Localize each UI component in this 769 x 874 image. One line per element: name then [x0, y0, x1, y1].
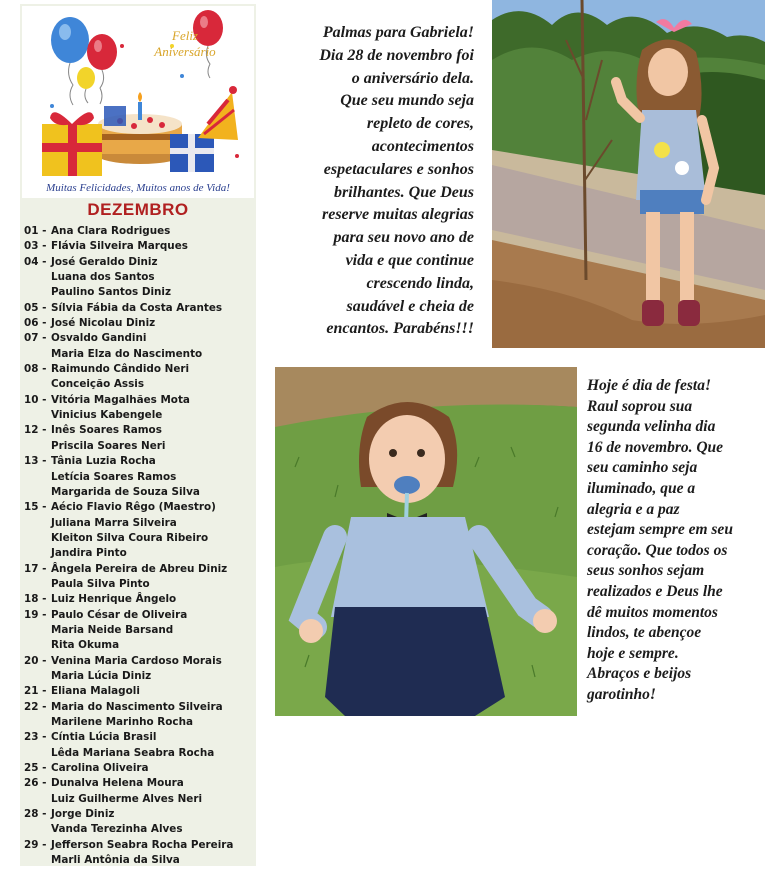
birthday-day	[24, 822, 51, 837]
gabriela-message-line: saudável e cheia de	[346, 297, 474, 315]
raul-message-line: realizados e Deus lhe	[587, 582, 723, 600]
birthday-name: Marli Antônia da Silva	[51, 854, 180, 867]
birthday-day	[24, 485, 51, 500]
birthday-row	[24, 331, 254, 346]
birthday-name: Paula Silva Pinto	[51, 577, 150, 590]
birthday-name: Cíntia Lúcia Brasil	[51, 731, 157, 744]
birthday-name: Venina Maria Cardoso Morais	[51, 654, 222, 667]
raul-message-line: hoje e sempre.	[587, 644, 679, 662]
birthday-row	[24, 546, 254, 561]
birthday-name: José Nicolau Diniz	[51, 317, 156, 330]
birthday-row	[24, 807, 254, 822]
birthday-row	[24, 377, 254, 392]
birthday-day: 19 -	[24, 608, 47, 621]
birthday-name: Margarida de Souza Silva	[51, 485, 200, 498]
birthday-day: 10 -	[24, 393, 47, 406]
gabriela-message-line: espetaculares e sonhos	[323, 160, 474, 178]
birthday-day: 28 -	[24, 808, 47, 821]
birthday-day: 25 -	[24, 762, 47, 775]
gabriela-message-line: Palmas para Gabriela!	[322, 24, 474, 41]
birthday-name: Vitória Magalhães Mota	[51, 393, 190, 406]
birthday-sidebar	[20, 4, 256, 866]
birthday-name: Carolina Oliveira	[51, 762, 149, 775]
birthday-row	[24, 393, 254, 408]
birthday-row	[24, 470, 254, 485]
gabriela-message-line: para seu novo ano de	[333, 229, 474, 247]
birthday-name: Eliana Malagoli	[51, 685, 140, 698]
birthday-list	[24, 224, 254, 868]
party-hat-icon	[198, 86, 238, 140]
birthday-day	[24, 792, 51, 807]
birthday-row	[24, 776, 254, 791]
gabriela-message-line: brilhantes. Que Deus	[333, 183, 474, 201]
raul-message-line: alegria e a paz	[587, 500, 680, 518]
message-raul	[587, 376, 765, 706]
birthday-row	[24, 822, 254, 837]
birthday-day	[24, 715, 51, 730]
birthday-name: Paulo César de Oliveira	[51, 608, 188, 621]
photo-gabriela	[492, 0, 765, 348]
birthday-name: Maria Neide Barsand	[51, 623, 174, 636]
birthday-day: 29 -	[24, 838, 47, 851]
birthday-name: Letícia Soares Ramos	[51, 470, 177, 483]
birthday-day: 22 -	[24, 700, 47, 713]
birthday-day: 13 -	[24, 455, 47, 468]
raul-message-line: garotinho!	[587, 685, 656, 703]
birthday-row	[24, 316, 254, 331]
birthday-name: Lêda Mariana Seabra Rocha	[51, 746, 215, 759]
birthday-row	[24, 684, 254, 699]
birthday-row	[24, 423, 254, 438]
birthday-name: Conceição Assis	[51, 378, 145, 391]
birthday-row	[24, 439, 254, 454]
birthday-day: 03 -	[24, 240, 47, 253]
raul-message-line: Abraços e beijos	[587, 665, 692, 683]
birthday-row	[24, 485, 254, 500]
birthday-row	[24, 239, 254, 254]
birthday-row	[24, 608, 254, 623]
birthday-banner	[22, 6, 254, 198]
birthday-day	[24, 270, 51, 285]
photo-raul	[275, 367, 577, 716]
birthday-row	[24, 270, 254, 285]
banner-title-line1: Feliz	[172, 28, 198, 43]
birthday-row	[24, 669, 254, 684]
birthday-row	[24, 255, 254, 270]
raul-message-line: iluminado, que a	[587, 479, 696, 497]
birthday-row	[24, 838, 254, 853]
birthday-row	[24, 654, 254, 669]
birthday-row	[24, 577, 254, 592]
birthday-name: Aécio Flavio Rêgo (Maestro)	[51, 501, 216, 514]
raul-message-line: segunda velinha dia	[587, 418, 716, 436]
birthday-row	[24, 362, 254, 377]
raul-message-line: lindos, te abençoe	[587, 624, 702, 642]
gabriela-message-line: Que seu mundo seja	[340, 92, 474, 110]
birthday-day: 06 -	[24, 317, 47, 330]
raul-message-line: coração. Que todos os	[587, 541, 728, 559]
birthday-day: 07 -	[24, 332, 47, 345]
birthday-day	[24, 531, 51, 546]
birthday-day	[24, 347, 51, 362]
birthday-day	[24, 746, 51, 761]
birthday-name: Dunalva Helena Moura	[51, 777, 184, 790]
birthday-day: 26 -	[24, 777, 47, 790]
birthday-day	[24, 546, 51, 561]
birthday-day	[24, 623, 51, 638]
gabriela-message-line: Dia 28 de novembro foi	[319, 46, 474, 64]
birthday-row	[24, 454, 254, 469]
birthday-row	[24, 408, 254, 423]
birthday-name: Sílvia Fábia da Costa Arantes	[51, 301, 223, 314]
birthday-name: Vinicius Kabengele	[51, 409, 163, 422]
birthday-row	[24, 715, 254, 730]
birthday-row	[24, 347, 254, 362]
birthday-row	[24, 500, 254, 515]
baby-photo-illustration	[275, 367, 577, 716]
birthday-name: Marilene Marinho Rocha	[51, 716, 194, 728]
birthday-name: Maria Lúcia Diniz	[51, 669, 152, 682]
birthday-day	[24, 669, 51, 684]
gabriela-message-line: encantos. Parabéns!!!	[326, 320, 474, 338]
gabriela-message-line: reserve muitas alegrias	[322, 206, 474, 224]
birthday-name: Maria Elza do Nascimento	[51, 347, 203, 360]
raul-message-line: Hoje é dia de festa!	[587, 377, 711, 394]
raul-message-line: seu caminho seja	[587, 459, 698, 477]
raul-message-line: estejam sempre em seu	[587, 521, 733, 539]
gabriela-message-line: crescendo linda,	[366, 274, 474, 292]
raul-message-line: seus sonhos sejam	[587, 562, 705, 580]
birthday-row	[24, 531, 254, 546]
raul-message-line: Raul soprou sua	[587, 397, 693, 415]
birthday-day: 05 -	[24, 301, 47, 314]
birthday-day	[24, 516, 51, 531]
birthday-name: José Geraldo Diniz	[51, 255, 158, 268]
gabriela-message-line: vida e que continue	[345, 251, 474, 269]
birthday-row	[24, 761, 254, 776]
birthday-name: Rita Okuma	[51, 639, 120, 652]
birthday-name: Priscila Soares Neri	[51, 439, 166, 452]
birthday-day: 01 -	[24, 225, 47, 237]
birthday-row	[24, 700, 254, 715]
birthday-day: 08 -	[24, 363, 47, 376]
banner-motto: Muitas Felicidades, Muitos anos de Vida!	[46, 182, 230, 194]
birthday-name: Vanda Terezinha Alves	[51, 823, 183, 836]
birthday-day	[24, 853, 51, 868]
birthday-row	[24, 285, 254, 300]
birthday-row	[24, 592, 254, 607]
birthday-name: Luiz Guilherme Alves Neri	[51, 792, 203, 805]
birthday-row	[24, 516, 254, 531]
birthday-row	[24, 730, 254, 745]
birthday-name: Luiz Henrique Ângelo	[51, 593, 177, 606]
birthday-day: 12 -	[24, 424, 47, 437]
birthday-row	[24, 792, 254, 807]
birthday-row	[24, 623, 254, 638]
birthday-day: 18 -	[24, 593, 47, 606]
birthday-day	[24, 470, 51, 485]
birthday-name: Inês Soares Ramos	[51, 424, 162, 437]
birthday-row	[24, 224, 254, 239]
birthday-day: 20 -	[24, 654, 47, 667]
raul-message-line: dê muitos momentos	[587, 603, 718, 621]
birthday-name: Ana Clara Rodrigues	[51, 225, 171, 237]
birthday-day	[24, 377, 51, 392]
month-heading: DEZEMBRO	[87, 200, 189, 219]
raul-message-line: 16 de novembro. Que	[587, 438, 724, 456]
birthday-day	[24, 285, 51, 300]
birthday-name: Osvaldo Gandini	[51, 332, 147, 345]
birthday-row	[24, 746, 254, 761]
gabriela-message-line: acontecimentos	[371, 137, 474, 155]
birthday-row	[24, 301, 254, 316]
birthday-row	[24, 562, 254, 577]
birthday-name: Ângela Pereira de Abreu Diniz	[51, 562, 228, 575]
birthday-name: Jefferson Seabra Rocha Pereira	[51, 838, 234, 851]
message-gabriela	[282, 22, 474, 341]
birthday-day	[24, 439, 51, 454]
birthday-day: 04 -	[24, 255, 47, 268]
birthday-row	[24, 638, 254, 653]
birthday-name: Tânia Luzia Rocha	[51, 455, 156, 468]
birthday-name: Juliana Marra Silveira	[51, 516, 177, 529]
birthday-name: Paulino Santos Diniz	[51, 286, 172, 299]
birthday-name: Raimundo Cândido Neri	[51, 363, 190, 376]
birthday-row	[24, 853, 254, 868]
birthday-name: Flávia Silveira Marques	[51, 240, 188, 253]
birthday-name: Maria do Nascimento Silveira	[51, 700, 223, 713]
birthday-day: 21 -	[24, 685, 47, 698]
birthday-day	[24, 408, 51, 423]
birthday-day	[24, 577, 51, 592]
banner-title-line2: Aniversário	[154, 44, 216, 59]
girl-photo-illustration	[492, 0, 765, 348]
birthday-name: Kleiton Silva Coura Ribeiro	[51, 531, 209, 544]
birthday-name: Jandira Pinto	[51, 547, 127, 560]
birthday-day: 15 -	[24, 501, 47, 514]
banner-title	[140, 28, 230, 60]
gabriela-message-line: repleto de cores,	[366, 115, 474, 133]
gabriela-message-line: o aniversário dela.	[351, 69, 474, 87]
birthday-day: 23 -	[24, 731, 47, 744]
birthday-name: Jorge Diniz	[51, 808, 115, 821]
birthday-day: 17 -	[24, 562, 47, 575]
birthday-day	[24, 638, 51, 653]
birthday-name: Luana dos Santos	[51, 271, 155, 284]
